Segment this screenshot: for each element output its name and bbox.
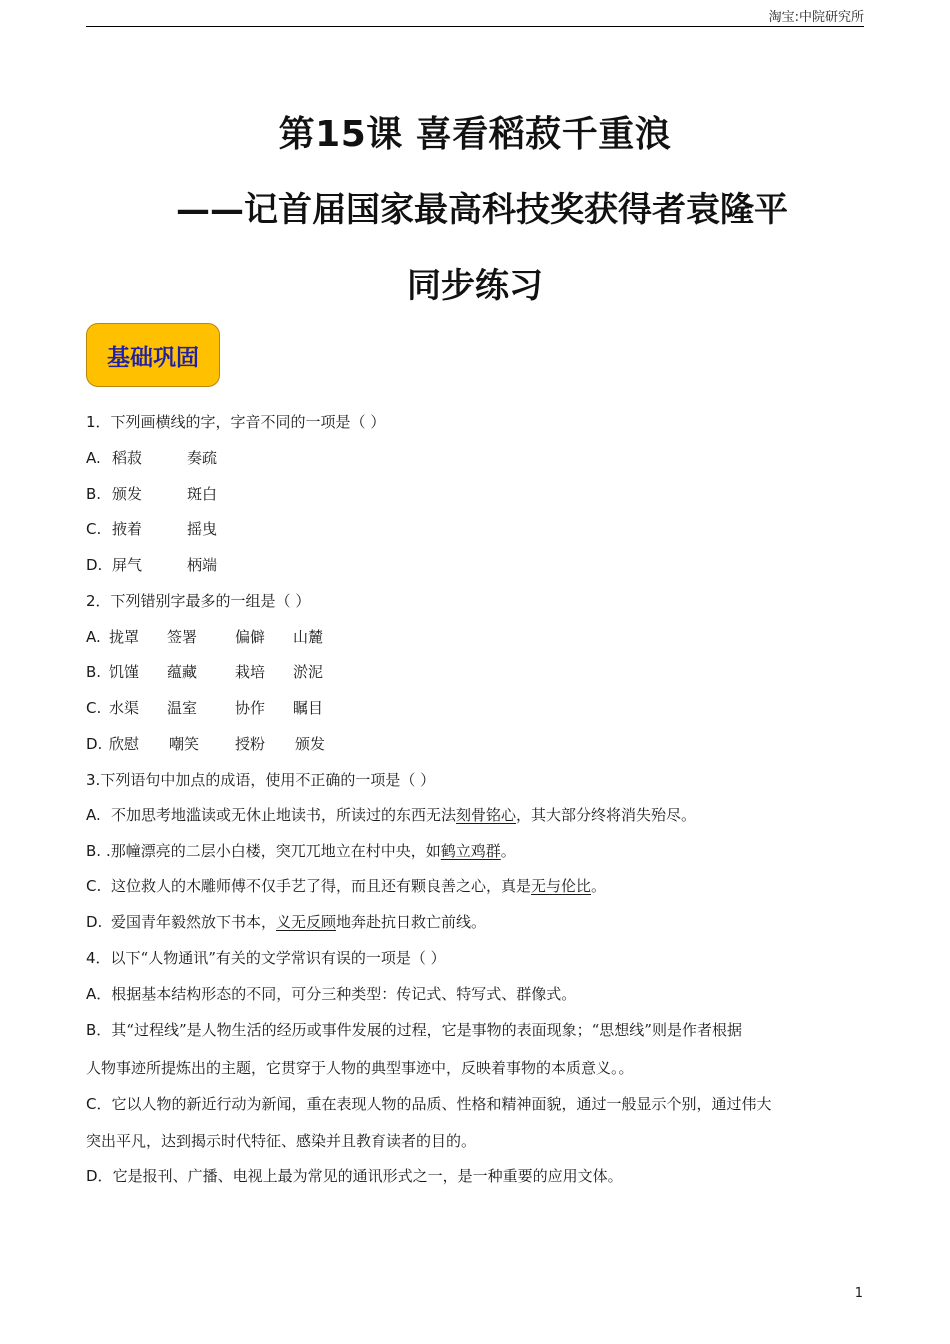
option-text: 它以人物的新近行动为新闻，重在表现人物的品质、性格和精神面貌，通过一般显示个别，通过伟大 [111, 1095, 772, 1113]
option-label: B. [86, 842, 102, 860]
option-word: 稻菽 [112, 449, 143, 467]
option-label: C. [86, 877, 102, 895]
option-label: D. [86, 735, 103, 753]
question-1-stem [86, 412, 385, 432]
option-label: A. [86, 449, 101, 467]
option-word: 摇曳 [187, 520, 218, 538]
question-1-option-b [86, 484, 217, 504]
option-word: 嘲笑 [169, 735, 200, 753]
question-number: 1． [86, 413, 111, 431]
option-word: 柄端 [187, 556, 218, 574]
question-4-option-b [86, 1020, 742, 1040]
option-word: 屏气 [112, 556, 143, 574]
lesson-subtitle: ——记首届国家最高科技奖获得者袁隆平 [176, 190, 788, 230]
question-4-stem [86, 948, 446, 968]
question-number: 2． [86, 592, 111, 610]
option-label: B. [86, 485, 102, 503]
option-label: D. [86, 913, 103, 931]
option-word: 水渠 [109, 699, 140, 717]
question-3-option-a [86, 805, 696, 825]
option-word: 掖着 [112, 520, 143, 538]
option-text: 这位救人的木雕师傅不仅手艺了得，而且还有颗良善之心，真是 [111, 877, 532, 895]
question-text: 以下“人物通讯”有关的文学常识有误的一项是（ ） [110, 949, 446, 967]
option-word: 授粉 [235, 735, 266, 753]
underlined-idiom: 无与伦比 [531, 877, 592, 895]
option-word: 奏疏 [187, 449, 218, 467]
option-label: C. [86, 520, 102, 538]
question-2-option-c [86, 698, 323, 718]
option-text: 其“过程线”是人物生活的经历或事件发展的过程，它是事物的表面现象；“思想线”则是作者根据 [111, 1021, 742, 1039]
option-text: .那幢漂亮的二层小白楼，突兀兀地立在村中央，如 [106, 842, 441, 860]
option-word: 瞩目 [293, 699, 324, 717]
question-text: 下列错别字最多的一组是（ ） [110, 592, 311, 610]
option-word: 山麓 [293, 628, 324, 646]
lesson-title: 第15课 喜看稻菽千重浪 [278, 114, 672, 155]
option-text: 地奔赴抗日救亡前线。 [336, 913, 487, 931]
option-label: B. [86, 663, 102, 681]
option-word: 颁发 [295, 735, 326, 753]
question-1-option-d [86, 555, 217, 575]
option-label: D. [86, 556, 103, 574]
question-number: 3. [86, 771, 101, 789]
option-text: 根据基本结构形态的不同，可分三种类型：传记式、特写式、群像式。 [111, 985, 577, 1003]
option-text: 。 [500, 842, 516, 860]
option-label: A. [86, 628, 101, 646]
question-3-option-d [86, 912, 486, 932]
option-text: 不加思考地滥读或无休止地读书，所读过的东西无法 [111, 806, 457, 824]
question-4-option-c [86, 1094, 772, 1114]
option-word: 淤泥 [293, 663, 324, 681]
header-rule [86, 26, 864, 27]
question-1-option-a [86, 448, 217, 468]
question-3-option-c [86, 876, 606, 896]
option-text: 。 [591, 877, 607, 895]
option-label: C． [86, 1095, 112, 1113]
underlined-idiom: 义无反顾 [276, 913, 337, 931]
option-word: 欣慰 [109, 735, 140, 753]
option-word: 饥馑 [109, 663, 140, 681]
question-3-option-b [86, 841, 516, 861]
question-2-option-b [86, 662, 323, 682]
question-1-option-c [86, 519, 217, 539]
option-text: 爱国青年毅然放下书本， [111, 913, 277, 931]
option-word: 签署 [167, 628, 198, 646]
option-label: C. [86, 699, 102, 717]
option-word: 栽培 [235, 663, 266, 681]
question-2-option-d [86, 734, 325, 754]
question-4-option-a [86, 984, 576, 1004]
header-source: 淘宝:中院研究所 [768, 10, 864, 25]
question-text: 下列语句中加点的成语，使用不正确的一项是（ ） [100, 771, 436, 789]
question-4-option-d [86, 1166, 623, 1186]
question-3-stem [86, 770, 435, 790]
option-text: 它是报刊、广播、电视上最为常见的通讯形式之一，是一种重要的应用文体。 [112, 1167, 623, 1185]
option-word: 斑白 [187, 485, 218, 503]
question-4-option-c-continued [86, 1131, 476, 1151]
page-number: 1 [854, 1286, 863, 1301]
question-4-option-b-continued [86, 1058, 634, 1078]
option-label: A． [86, 985, 112, 1003]
option-text: ，其大部分终将消失殆尽。 [516, 806, 697, 824]
option-word: 偏僻 [235, 628, 266, 646]
question-number: 4． [86, 949, 111, 967]
option-word: 颁发 [112, 485, 143, 503]
underlined-idiom: 鹤立鸡群 [440, 842, 501, 860]
question-text: 下列画横线的字，字音不同的一项是（ ） [110, 413, 386, 431]
option-text: 突出平凡，达到揭示时代特征、感染并且教育读者的目的。 [86, 1132, 477, 1150]
section-badge: 基础巩固 [86, 323, 220, 387]
question-2-option-a [86, 627, 323, 647]
option-label: A. [86, 806, 101, 824]
underlined-idiom: 刻骨铭心 [456, 806, 517, 824]
option-label: D． [86, 1167, 113, 1185]
option-word: 拢罩 [109, 628, 140, 646]
option-text: 人物事迹所提炼出的主题，它贯穿于人物的典型事迹中，反映着事物的本质意义。。 [86, 1059, 634, 1077]
option-word: 协作 [235, 699, 266, 717]
option-label: B． [86, 1021, 112, 1039]
worksheet-title: 同步练习 [407, 266, 543, 306]
option-word: 温室 [167, 699, 198, 717]
option-word: 蕴藏 [167, 663, 198, 681]
question-2-stem [86, 591, 310, 611]
